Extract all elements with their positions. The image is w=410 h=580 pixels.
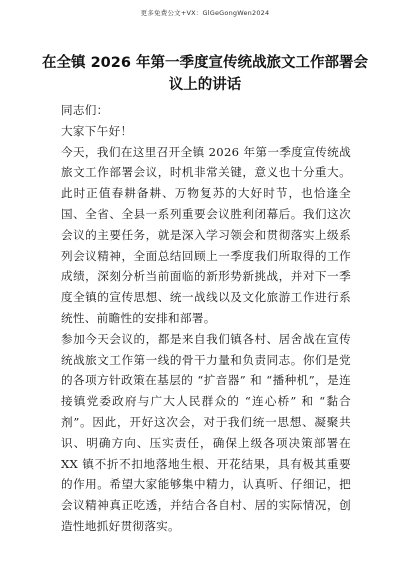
paragraph-2: 参加今天会议的，都是来自我们镇各村、居舍战在宣传统战旅文工作第一线的骨干力量和负责同志。你们是党的各项方针政策在基层的 “扩音器” 和 “播种机”，是连接镇党委政府与广大人民群众的 “连心桥” 和 “黏合剂”。因此，开好这次会，对于我们统一思想、凝聚共识、明确方向、压实责任，确保上级各项决策部署在 XX 镇不折不扣地落地生根、开花结果，具有极其重要的作用。希望大家能够集中精力，认真听、仔细记，把会议精神真正吃透，并结合各自村、居的实际情况，创造性地抓好贯彻落实。	[61, 331, 351, 533]
greeting: 大家下午好！	[61, 123, 133, 138]
header-note: 更多免费公文+VX：GlGeGongWen2024	[140, 9, 270, 17]
paragraph-1: 今天，我们在这里召开全镇 2026 年第一季度宣传统战旅文工作部署会议，时机非常关键，意义也十分重大。此时正值春耕备耕、万物复苏的大好时节，也恰逢全国、全省、全县一系列重要会议胜利闭幕后。我们这次会议的主要任务，就是深入学习领会和贯彻落实上级系列会议精神，全面总结回顾上一季度我们所取得的工作成绩，深刻分析当前面临的新形势新挑战，并对下一季度全镇的宣传思想、统一战线以及文化旅游工作进行系统性、前瞻性的安排和部署。	[61, 144, 351, 325]
document-body	[61, 100, 351, 537]
salutation: 同志们：	[61, 103, 109, 117]
document-title: 在全镇 2026 年第一季度宣传统战旅文工作部署会议上的讲话	[42, 55, 368, 93]
